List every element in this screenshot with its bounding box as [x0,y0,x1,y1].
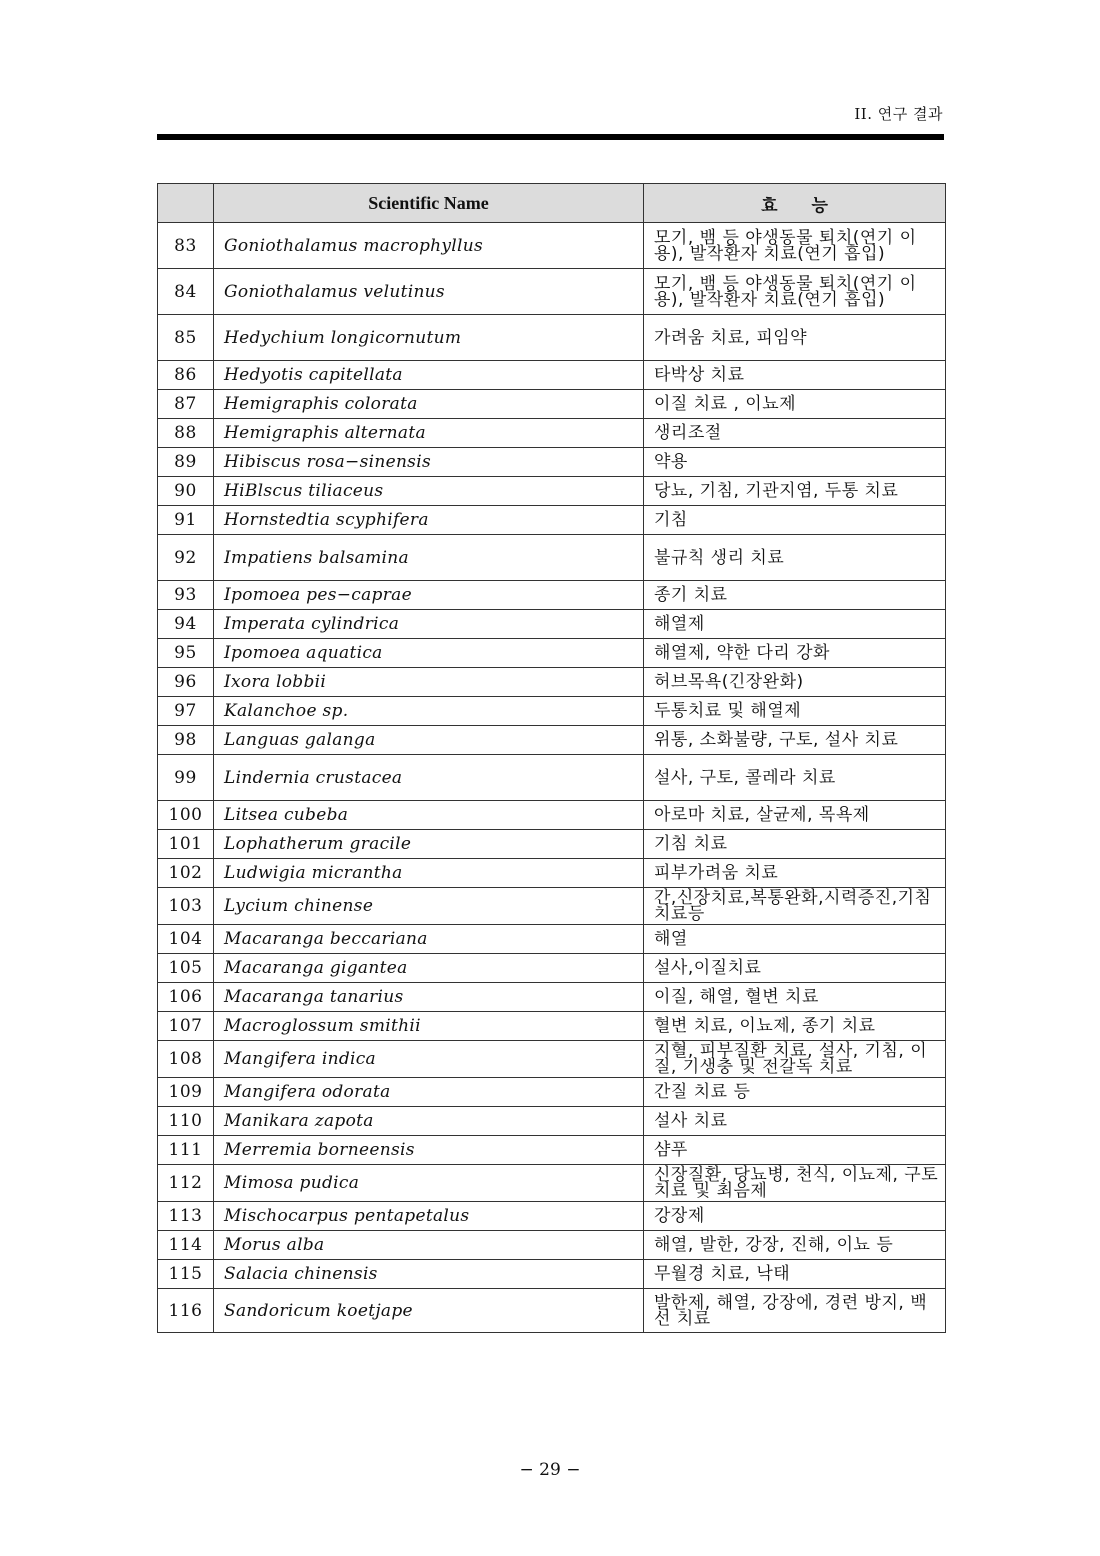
effect-text: 설사,이질치료 [644,954,946,983]
table-row [158,1136,946,1165]
scientific-name: Salacia chinensis [214,1260,644,1289]
scientific-name: Ipomoea aquatica [214,639,644,668]
table-body [158,223,946,1333]
row-number: 99 [158,755,214,801]
scientific-name: Hedychium longicornutum [214,315,644,361]
scientific-name: Hemigraphis colorata [214,390,644,419]
effect-text: 모기, 뱀 등 야생동물 퇴치(연기 이용), 발작환자 치료(연기 흡입) [644,269,946,315]
row-number: 110 [158,1107,214,1136]
row-number: 90 [158,477,214,506]
table-row [158,1012,946,1041]
row-number: 100 [158,801,214,830]
table-row [158,983,946,1012]
scientific-name: Sandoricum koetjape [214,1289,644,1333]
table-row [158,668,946,697]
row-number: 96 [158,668,214,697]
row-number: 103 [158,888,214,925]
effect-text: 불규칙 생리 치료 [644,535,946,581]
table-row [158,581,946,610]
table-row [158,1041,946,1078]
table-row [158,361,946,390]
table-row [158,1231,946,1260]
scientific-name: Ixora lobbii [214,668,644,697]
row-number: 84 [158,269,214,315]
scientific-name: Mischocarpus pentapetalus [214,1202,644,1231]
effect-text: 강장제 [644,1202,946,1231]
table-row [158,1260,946,1289]
table-row [158,269,946,315]
table-row [158,726,946,755]
table-row [158,639,946,668]
row-number: 95 [158,639,214,668]
row-number: 88 [158,419,214,448]
effect-text: 설사, 구토, 콜레라 치료 [644,755,946,801]
scientific-name: Ludwigia micrantha [214,859,644,888]
effect-text: 기침 치료 [644,830,946,859]
row-number: 113 [158,1202,214,1231]
row-number: 115 [158,1260,214,1289]
running-header: II. 연구 결과 [854,105,943,123]
row-number: 87 [158,390,214,419]
effect-text: 기침 [644,506,946,535]
header-number [158,184,214,223]
header-effect: 효 능 [644,184,946,223]
effect-text: 지혈, 피부질환 치료, 설사, 기침, 이질, 기생충 및 전갈독 치료 [644,1041,946,1078]
table-row [158,888,946,925]
table-row [158,506,946,535]
scientific-name: Hornstedtia scyphifera [214,506,644,535]
row-number: 89 [158,448,214,477]
table-row [158,1165,946,1202]
table-row [158,535,946,581]
row-number: 106 [158,983,214,1012]
effect-text: 아로마 치료, 살균제, 목욕제 [644,801,946,830]
row-number: 83 [158,223,214,269]
effect-text: 해열 [644,925,946,954]
plant-effects-table [157,183,946,1333]
scientific-name: Ipomoea pes−caprae [214,581,644,610]
row-number: 98 [158,726,214,755]
scientific-name: Macaranga beccariana [214,925,644,954]
table-row [158,610,946,639]
scientific-name: Imperata cylindrica [214,610,644,639]
table-row [158,830,946,859]
scientific-name: Mangifera indica [214,1041,644,1078]
effect-text: 위통, 소화불량, 구토, 설사 치료 [644,726,946,755]
effect-text: 간질 치료 등 [644,1078,946,1107]
scientific-name: Macaranga gigantea [214,954,644,983]
table-row [158,1107,946,1136]
effect-text: 발한제, 해열, 강장에, 경련 방지, 백선 치료 [644,1289,946,1333]
effect-text: 이질, 해열, 혈변 치료 [644,983,946,1012]
scientific-name: Mimosa pudica [214,1165,644,1202]
effect-text: 샴푸 [644,1136,946,1165]
scientific-name: Languas galanga [214,726,644,755]
effect-text: 설사 치료 [644,1107,946,1136]
scientific-name: Hemigraphis alternata [214,419,644,448]
scientific-name: Goniothalamus velutinus [214,269,644,315]
row-number: 109 [158,1078,214,1107]
row-number: 108 [158,1041,214,1078]
scientific-name: Kalanchoe sp. [214,697,644,726]
effect-text: 혈변 치료, 이뇨제, 종기 치료 [644,1012,946,1041]
table-row [158,1078,946,1107]
row-number: 101 [158,830,214,859]
scientific-name: Lophatherum gracile [214,830,644,859]
table-row [158,315,946,361]
effect-text: 간,신장치료,복통완화,시력증진,기침치료등 [644,888,946,925]
effect-text: 모기, 뱀 등 야생동물 퇴치(연기 이용), 발작환자 치료(연기 흡입) [644,223,946,269]
table-row [158,419,946,448]
row-number: 91 [158,506,214,535]
table-row [158,859,946,888]
table-row [158,390,946,419]
row-number: 114 [158,1231,214,1260]
scientific-name: Lycium chinense [214,888,644,925]
row-number: 97 [158,697,214,726]
row-number: 86 [158,361,214,390]
table-row [158,801,946,830]
row-number: 102 [158,859,214,888]
table-header-row [158,184,946,223]
effect-text: 해열, 발한, 강장, 진해, 이뇨 등 [644,1231,946,1260]
effect-text: 해열제, 약한 다리 강화 [644,639,946,668]
scientific-name: Hedyotis capitellata [214,361,644,390]
row-number: 93 [158,581,214,610]
effect-text: 피부가려움 치료 [644,859,946,888]
effect-text: 무월경 치료, 낙태 [644,1260,946,1289]
row-number: 116 [158,1289,214,1333]
table-row [158,1289,946,1333]
table-row [158,925,946,954]
scientific-name: Impatiens balsamina [214,535,644,581]
effect-text: 두통치료 및 해열제 [644,697,946,726]
effect-text: 생리조절 [644,419,946,448]
row-number: 92 [158,535,214,581]
scientific-name: Macaranga tanarius [214,983,644,1012]
effect-text: 약용 [644,448,946,477]
effect-text: 신장질환, 당뇨병, 천식, 이뇨제, 구토 치료 및 최음제 [644,1165,946,1202]
header-scientific-name: Scientific Name [214,184,644,223]
scientific-name: Hibiscus rosa−sinensis [214,448,644,477]
scientific-name: Litsea cubeba [214,801,644,830]
table-row [158,477,946,506]
scientific-name: Lindernia crustacea [214,755,644,801]
table-row [158,697,946,726]
row-number: 104 [158,925,214,954]
effect-text: 가려움 치료, 피임약 [644,315,946,361]
table-row [158,1202,946,1231]
effect-text: 종기 치료 [644,581,946,610]
scientific-name: Macroglossum smithii [214,1012,644,1041]
effect-text: 당뇨, 기침, 기관지염, 두통 치료 [644,477,946,506]
row-number: 94 [158,610,214,639]
scientific-name: Morus alba [214,1231,644,1260]
table-row [158,223,946,269]
scientific-name: HiBlscus tiliaceus [214,477,644,506]
row-number: 105 [158,954,214,983]
table-row [158,954,946,983]
effect-text: 타박상 치료 [644,361,946,390]
row-number: 111 [158,1136,214,1165]
scientific-name: Merremia borneensis [214,1136,644,1165]
effect-text: 이질 치료 , 이뇨제 [644,390,946,419]
effect-text: 허브목욕(긴장완화) [644,668,946,697]
header-rule [157,134,944,140]
scientific-name: Goniothalamus macrophyllus [214,223,644,269]
row-number: 85 [158,315,214,361]
scientific-name: Manikara zapota [214,1107,644,1136]
row-number: 107 [158,1012,214,1041]
effect-text: 해열제 [644,610,946,639]
table-row [158,448,946,477]
row-number: 112 [158,1165,214,1202]
page-number: − 29 − [519,1460,581,1480]
table-row [158,755,946,801]
scientific-name: Mangifera odorata [214,1078,644,1107]
